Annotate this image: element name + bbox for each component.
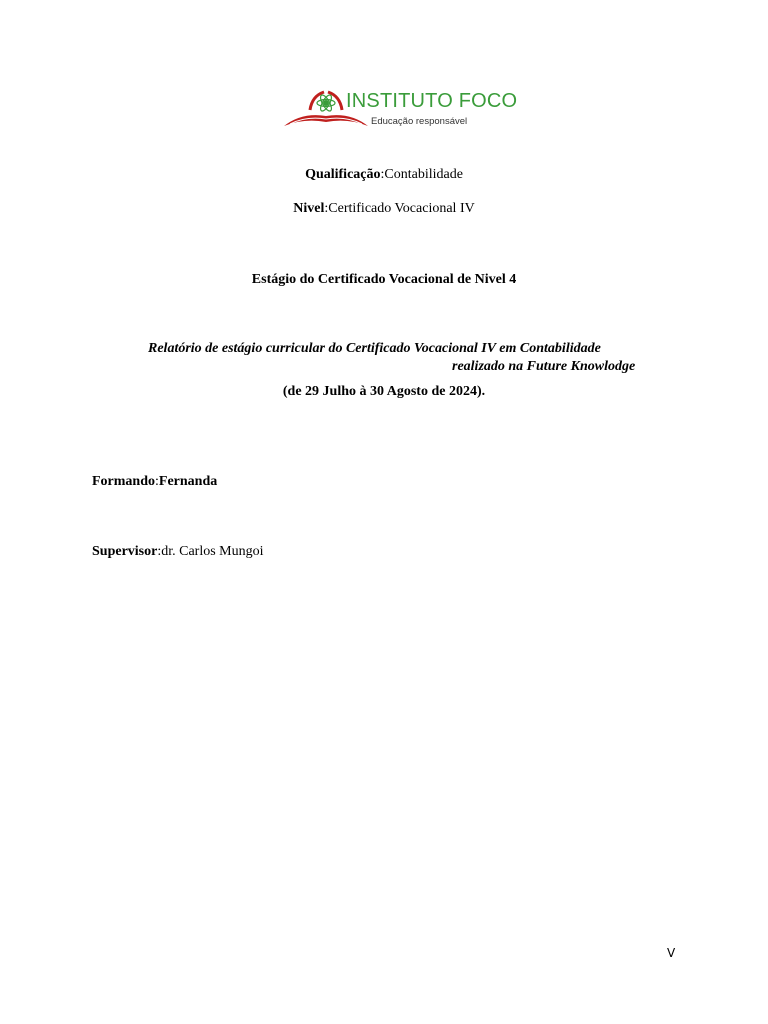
- trainee-name: Fernanda: [158, 474, 218, 489]
- supervisor-label: Supervisor: [92, 544, 158, 559]
- report-description-line2: realizado na Future Knowlodge: [452, 359, 636, 374]
- qualification-label: Qualificação: [305, 167, 381, 182]
- supervisor-name: dr. Carlos Mungoi: [161, 544, 264, 559]
- institute-logo: [280, 86, 518, 132]
- logo-tagline: Educação responsável: [371, 116, 468, 127]
- qualification-value: Contabilidade: [384, 167, 463, 182]
- level-line: Nivel:Certificado Vocacional IV: [293, 201, 475, 216]
- document-title: Estágio do Certificado Vocacional de Nivel 4: [251, 272, 517, 287]
- level-value: Certificado Vocacional IV: [328, 201, 475, 216]
- logo-name: INSTITUTO FOCO: [346, 90, 518, 112]
- page-number: V: [667, 946, 676, 960]
- report-description-line1: Relatório de estágio curricular do Certificado Vocacional IV em Contabilidade: [148, 341, 601, 356]
- trainee-label: Formando: [92, 474, 155, 489]
- trainee-line: Formando:Fernanda: [92, 474, 218, 489]
- report-dates: (de 29 Julho à 30 Agosto de 2024).: [282, 384, 486, 399]
- supervisor-line: Supervisor:dr. Carlos Mungoi: [92, 544, 264, 559]
- qualification-line: Qualificação:Contabilidade: [305, 167, 463, 182]
- level-label: Nivel: [293, 201, 325, 216]
